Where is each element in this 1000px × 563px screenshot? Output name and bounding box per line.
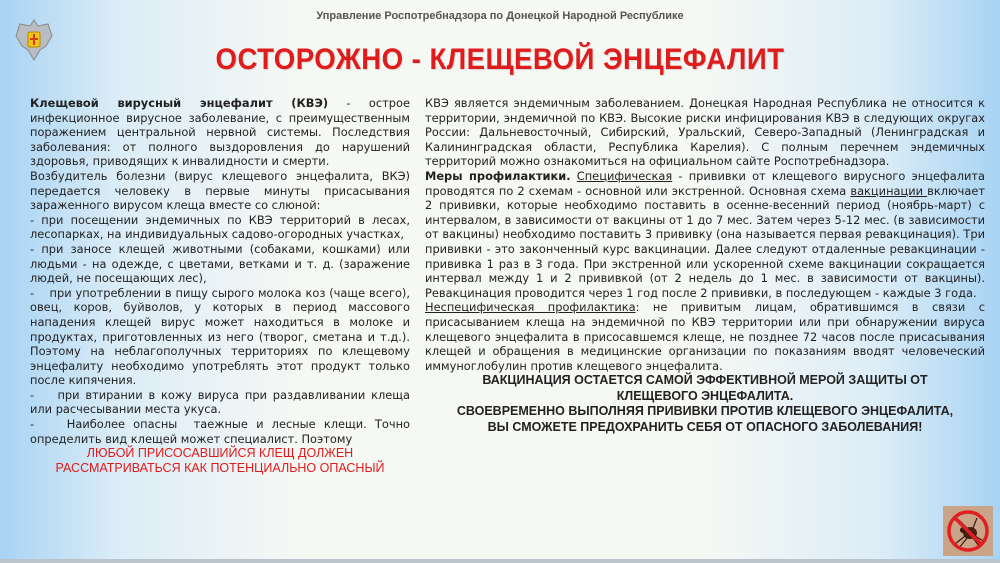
list-item: - Наиболее опасны таежные и лесные клещи. Точно определить вид клещей может специалист. Поэтому: [30, 417, 414, 446]
bottom-divider: [0, 559, 1000, 563]
list-item: - при втирании в кожу вируса при раздавливании клеща или расчесывании места укуса.: [30, 387, 414, 417]
vaccination-callout: ВАКЦИНАЦИЯ ОСТАЕТСЯ САМОЙ ЭФФЕКТИВНОЙ МЕРОЙ ЗАЩИТЫ ОТ КЛЕЩЕВОГО ЭНЦЕФАЛИТА.: [482, 373, 928, 403]
warning-line-1: ЛЮБОЙ ПРИСОСАВШИЙСЯ КЛЕЩ ДОЛЖЕН: [86, 446, 354, 461]
definition-text: - острое инфекционное вирусное заболевание, с преимущественным поражением центральной нервной системы. Последствия заболевания: от полного выздоровления до нарушений здоровья, приводящих к инвалидности и смерти.: [30, 96, 410, 169]
agency-name: Управление Роспотребнадзора по Донецкой Народной Республике: [316, 10, 684, 22]
term: Клещевой вирусный энцефалит (КВЭ): [30, 96, 329, 110]
prevention-text-2: включает 2 прививки, которые необходимо поставить в осенне-весенний период (ноябрь-март) с интервалом, в зависимости от вакцины от 1 до 7 мес. Затем через 5-12 мес. (в зависимости от вакцины) необходимо поставить 3 прививку (она называется первая ревакцинация). Три прививки - это законченный курс вакцинации. Далее следуют отдаленные ревакцинации - прививка 1 раз в 3 года. При экстренной или ускоренной схеме вакцинации сокращается интервал между 1 и 2 прививкой (от 2 недель до 1 мес. в зависимости от вакцины). Ревакцинация проводится через 1 год после 2 прививки, в последующем - каждые 3 года.: [425, 183, 985, 300]
list-item: - при посещении эндемичных по КВЭ территорий в лесах, лесопарках, на индивидуальных садово-огородных участках,: [30, 212, 410, 242]
prevention-paragraph: [425, 169, 985, 300]
left-column: [30, 96, 414, 476]
right-column: [425, 96, 985, 435]
protection-callout: СВОЕВРЕМЕННО ВЫПОЛНЯЯ ПРИВИВКИ ПРОТИВ КЛЕЩЕВОГО ЭНЦЕФАЛИТА, ВЫ СМОЖЕТЕ ПРЕДОХРАНИТЬ СЕБЯ ОТ ОПАСНОГО ЗАБОЛЕВАНИЯ!: [456, 404, 954, 434]
endemic-paragraph: КВЭ является эндемичным заболеванием. Донецкая Народная Республика не относится к территории, эндемичной по КВЭ. Высокие риски инфицирования КВЭ в следующих округах России: Дальневосточный, Сибирский, Уральский, Северо-Западный (Ленинградская и Калининградская области, Республика Карелия). С полным перечнем эндемичных территорий можно ознакомиться на официальном сайте Роспотребнадзора.: [425, 96, 985, 169]
prevention-heading: Меры профилактики.: [425, 168, 571, 183]
vaccination-label: вакцинации: [850, 183, 928, 198]
warning-line-2: РАССМАТРИВАТЬСЯ КАК ПОТЕНЦИАЛЬНО ОПАСНЫЙ: [55, 461, 385, 476]
nonspecific-text: : не привитым лицам, обратившимся в связи с присасыванием клеща на эндемичной по КВЭ территории или при обнаружении вируса клещевого энцефалита в присосавшемся клеще, не позднее 72 часов после присасывания клещей и обращения в медицинские организации по показаниям вводят человеческий иммуноглобулин против клещевого энцефалита.: [425, 300, 985, 373]
transmission-paragraph: Возбудитель болезни (вирус клещевого энцефалита, ВКЭ) передается человеку в первые минуты присасывания зараженного вирусом клеща вместе со слюной:: [30, 168, 410, 213]
page-title: ОСТОРОЖНО - КЛЕЩЕВОЙ ЭНЦЕФАЛИТ: [215, 43, 785, 76]
nonspecific-label: Неспецифическая профилактика: [425, 300, 636, 315]
specific-label: Специфическая: [576, 168, 673, 183]
nonspecific-paragraph: [425, 300, 985, 373]
list-item: - при употреблении в пищу сырого молока коз (чаще всего), овец, коров, буйволов, у которых в период массового нападения клещей вирус может находиться в молоке и продуктах, приготовленных из него (творог, сметана и т.д.). Поэтому на неблагополучных территориях по клещевому энцефалиту необходимо употреблять этот продукт только после кипячения.: [30, 285, 414, 388]
definition-paragraph: [30, 96, 410, 169]
prevention-text: - прививки от клещевого вирусного энцефалита проводятся по 2 схемам - основной или экстренной. Основная схема: [425, 168, 986, 198]
no-tick-icon: [943, 506, 993, 556]
list-item: - при заносе клещей животными (собаками, кошками) или людьми - на одежде, с цветами, ветками и т. д. (заражение людей, не посещающих лес),: [30, 241, 410, 286]
